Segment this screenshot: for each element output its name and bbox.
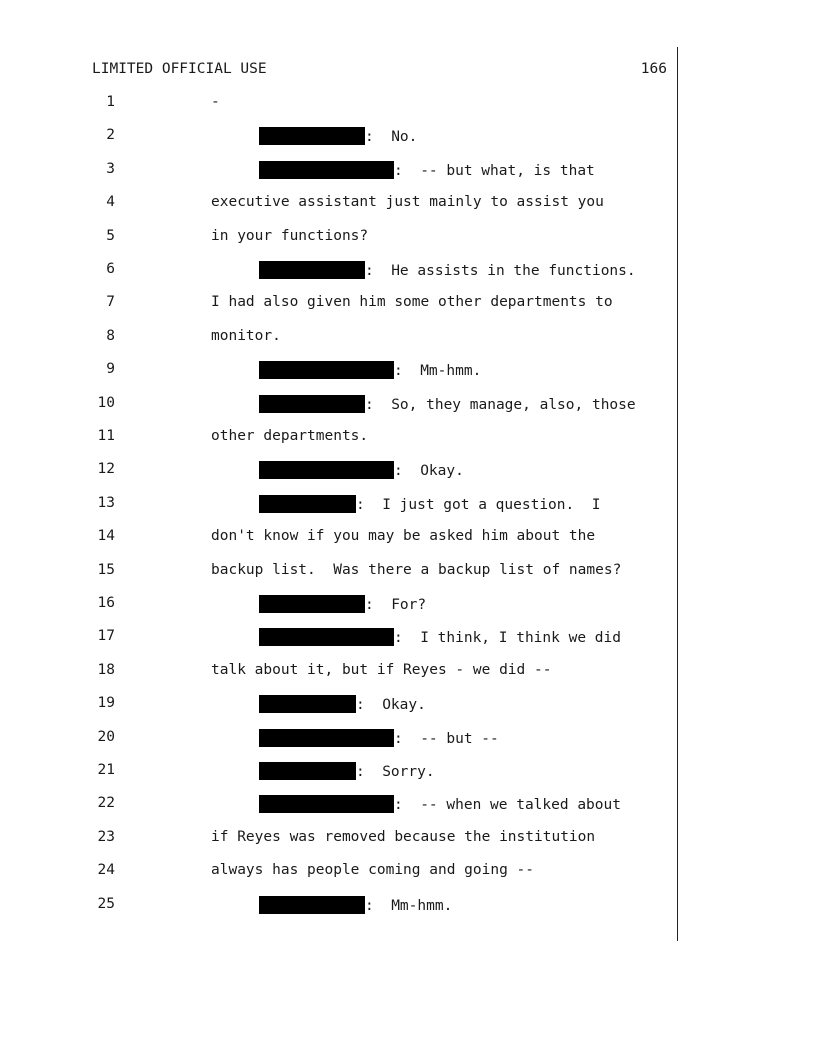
redacted-speaker-name: [259, 695, 356, 713]
line-number: 16: [97, 595, 115, 611]
line-text: [259, 595, 426, 613]
line-number: 21: [97, 762, 115, 778]
line-content: : -- when we talked about: [394, 797, 621, 814]
redacted-speaker-name: [259, 896, 365, 914]
redacted-speaker-name: [259, 595, 365, 613]
line-number: 24: [97, 862, 115, 879]
redacted-speaker-name: [259, 628, 394, 646]
transcript-line: [0, 127, 816, 147]
line-text: [211, 662, 551, 678]
redacted-speaker-name: [259, 261, 365, 279]
line-content: always has people coming and going --: [211, 862, 535, 879]
line-text: [211, 328, 281, 344]
transcript-line: [0, 328, 816, 348]
redacted-speaker-name: [259, 795, 394, 813]
line-content: talk about it, but if Reyes - we did --: [211, 661, 552, 678]
line-text: [259, 461, 464, 479]
line-content: : So, they manage, also, those: [365, 396, 636, 413]
line-number: 17: [97, 628, 115, 645]
line-number: 20: [97, 728, 115, 745]
line-text: [211, 562, 621, 578]
line-number: 2: [106, 127, 115, 144]
transcript-line: [0, 795, 816, 815]
line-number: 8: [106, 327, 115, 344]
redacted-speaker-name: [259, 127, 365, 145]
line-text: [211, 829, 595, 845]
transcript-line: [0, 762, 816, 782]
line-content: I had also given him some other departments to: [211, 294, 613, 311]
line-text: [259, 361, 481, 379]
transcript-line: [0, 862, 816, 882]
transcript-line: [0, 829, 816, 849]
redacted-speaker-name: [259, 461, 394, 479]
redacted-speaker-name: [259, 395, 365, 413]
line-number: 5: [106, 227, 115, 244]
line-text: [259, 795, 621, 813]
line-number: 6: [106, 261, 115, 277]
line-text: [259, 896, 452, 914]
line-content: monitor.: [211, 327, 281, 344]
line-content: : -- but --: [394, 730, 499, 747]
line-text: [259, 762, 435, 780]
line-text: [259, 628, 621, 646]
line-number: 10: [97, 394, 115, 411]
transcript-line: [0, 194, 816, 214]
line-content: : Okay.: [394, 463, 464, 480]
line-text: [259, 261, 636, 279]
line-content: in your functions?: [211, 227, 369, 244]
line-number: 1: [106, 94, 115, 110]
line-content: executive assistant just mainly to assist you: [211, 194, 604, 211]
transcript-line: [0, 428, 816, 448]
line-number: 11: [97, 428, 115, 444]
transcript-line: [0, 161, 816, 181]
redacted-speaker-name: [259, 762, 356, 780]
line-text: [211, 228, 368, 244]
transcript-line: [0, 528, 816, 548]
line-text: [211, 862, 534, 878]
line-text: [211, 194, 604, 210]
transcript-line: [0, 695, 816, 715]
transcript-line: [0, 294, 816, 314]
line-content: : No.: [365, 129, 418, 146]
line-content: : I just got a question. I: [356, 496, 601, 513]
line-content: backup list. Was there a backup list of names?: [211, 561, 622, 578]
classification-header: LIMITED OFFICIAL USE: [92, 61, 267, 77]
line-content: : For?: [365, 597, 427, 613]
redacted-speaker-name: [259, 361, 394, 379]
transcript-line: [0, 495, 816, 515]
transcript-line: [0, 595, 816, 615]
line-number: 4: [106, 194, 115, 211]
transcript-line: [0, 361, 816, 381]
line-content: other departments.: [211, 428, 369, 444]
line-content: : Sorry.: [356, 764, 435, 780]
line-number: 18: [97, 661, 115, 678]
transcript-line: [0, 395, 816, 415]
redacted-speaker-name: [259, 729, 394, 747]
line-text: [211, 94, 220, 110]
line-number: 23: [97, 828, 115, 845]
line-content: : He assists in the functions.: [365, 263, 636, 279]
line-number: 25: [97, 895, 115, 912]
line-text: [259, 695, 426, 713]
line-number: 14: [97, 528, 115, 545]
line-content: : Mm-hmm.: [394, 363, 482, 380]
line-text: [259, 729, 499, 747]
transcript-line: [0, 228, 816, 248]
line-content: -: [211, 94, 220, 110]
transcript-line: [0, 562, 816, 582]
line-text: [211, 528, 595, 544]
line-number: 19: [97, 695, 115, 712]
line-number: 9: [106, 361, 115, 378]
line-text: [211, 428, 368, 444]
transcript-line: [0, 261, 816, 281]
line-content: : I think, I think we did: [394, 630, 621, 647]
line-number: 13: [97, 494, 115, 511]
transcript-line: [0, 628, 816, 648]
line-content: don't know if you may be asked him about the: [211, 528, 596, 545]
transcript-line: [0, 896, 816, 916]
line-number: 3: [106, 160, 115, 177]
redacted-speaker-name: [259, 495, 356, 513]
line-content: if Reyes was removed because the institution: [211, 828, 596, 845]
line-text: [259, 395, 636, 413]
line-number: 12: [97, 461, 115, 478]
page-number: 166: [640, 61, 667, 77]
line-content: : -- but what, is that: [394, 162, 595, 179]
transcript-line: [0, 94, 816, 114]
redacted-speaker-name: [259, 161, 394, 179]
line-text: [259, 495, 600, 513]
line-text: [211, 294, 613, 310]
line-text: [259, 127, 417, 145]
transcript-line: [0, 729, 816, 749]
line-text: [259, 161, 595, 179]
transcript-line: [0, 461, 816, 481]
line-number: 7: [106, 294, 115, 311]
line-number: 15: [97, 561, 115, 578]
line-content: : Okay.: [356, 697, 426, 714]
transcript-line: [0, 662, 816, 682]
line-number: 22: [97, 795, 115, 812]
line-content: : Mm-hmm.: [365, 897, 453, 914]
